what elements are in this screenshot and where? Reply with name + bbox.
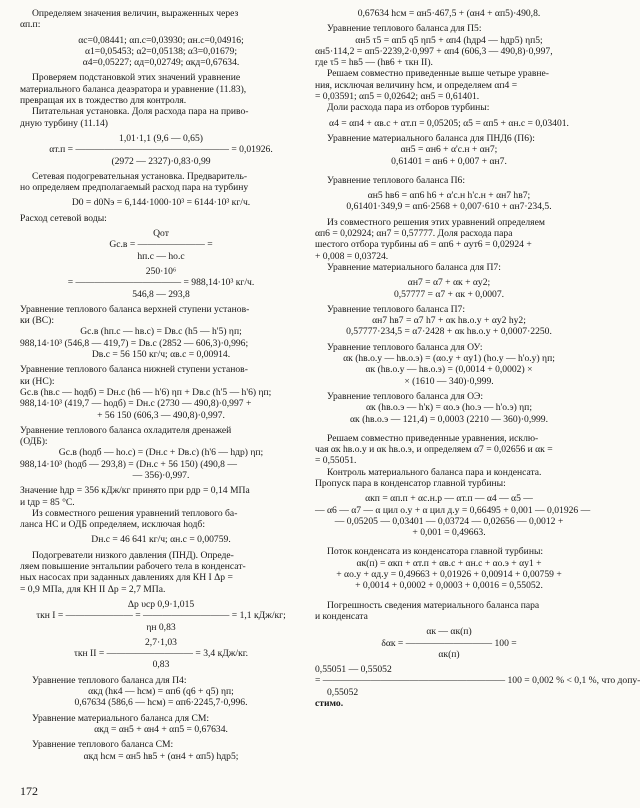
text-line: 0,57777·234,5 = α7·2428 + αк hв.о.у + 0,0007·2250. xyxy=(346,326,552,338)
text-line: 0,67634 (586,6 — hсм) = αп6·2245,7·0,996. xyxy=(74,697,248,709)
text-line: и конденсата xyxy=(315,610,368,622)
text-line: αк(п) = αкп + αт.п + αв.с + αн.с + αо.э + αу1 + xyxy=(356,557,542,569)
text-line: Доли расхода пара из отборов турбины: xyxy=(327,102,490,114)
text-line: Уравнение теплового баланса СМ: xyxy=(32,739,174,751)
text-line: αс=0,08441; αп.с=0,03930; αн.с=0,04916; xyxy=(78,34,244,46)
text-line: αкд = αн5 + αн4 + αп5 = 0,67634. xyxy=(94,723,228,735)
text-line: + 0,008 = 0,03724. xyxy=(315,250,389,262)
text-line: (ОДБ): xyxy=(20,436,48,448)
text-line: Gс.в = ——————— = xyxy=(109,239,213,251)
text-line: — 0,05205 — 0,03401 — 0,03724 — 0,02656 — 0,0012 + xyxy=(334,515,564,527)
text-line: Значение hдр = 356 кДж/кг принято при pдр = 0,14 МПа xyxy=(20,485,250,497)
text-line: × (1610 — 340)·0,999. xyxy=(404,375,494,387)
text-line: Уравнение теплового баланса нижней ступени установ- xyxy=(20,364,248,376)
text-line: 0,55052 xyxy=(327,686,359,698)
text-line: 1,01·1,1 (9,6 — 0,65) xyxy=(119,132,203,144)
text-line: Сетевая подогревательная установка. Предваритель- xyxy=(32,170,248,182)
text-line: αн5 = αн6 + α'с.н + αн7; xyxy=(400,144,498,156)
text-line: + 56 150 (606,3 — 490,8)·0,997. xyxy=(97,409,225,421)
text-line: Gс.в (hв.с — hодб) = Dн.с (h6 — h'6) ηп + Dв.с (h'5 — h'6) ηп; xyxy=(20,386,272,398)
text-line: Поток конденсата из конденсатора главной турбины: xyxy=(327,546,544,558)
text-line: 0,67634 hсм = αн5·467,5 + (αн4 + αп5)·490,8. xyxy=(357,8,541,19)
text-line: 546,8 — 293,8 xyxy=(132,288,190,300)
text-line: αн5·114,2 = αп5·2239,2·0,997 + αп4 (606,3 — 490,8)·0,997, xyxy=(315,45,553,57)
text-line: 0,55051 — 0,55052 xyxy=(315,664,392,676)
text-line: αп6 = 0,02924; αн7 = 0,57777. Доля расхода пара xyxy=(315,228,513,240)
text-line: τкн I = ——————— = ————————— = 1,1 кДж/кг; xyxy=(36,610,286,622)
text-line: — α6 — α7 — α цил о.у + α цил д.у = 0,66495 + 0,001 — 0,01926 — xyxy=(315,504,591,516)
text-line: 988,14·10³ (546,8 — 419,7) = Dв.с (2852 — 606,3)·0,996; xyxy=(20,337,249,349)
text-line: Подогреватели низкого давления (ПНД). Опреде- xyxy=(32,549,234,561)
text-line: Из совместного решения этих уравнений определяем xyxy=(327,216,545,228)
text-line: ния, исключая величину hсм, и определяем αп4 = xyxy=(315,79,518,91)
text-line: ηн 0,83 xyxy=(146,621,176,633)
text-line: αк (hв.о.у — hв.о.э) = (0,0014 + 0,0002) × xyxy=(365,364,533,376)
text-line: Из совместного решения уравнений теплового ба- xyxy=(32,507,238,519)
text-line: Уравнение теплового баланса П7: xyxy=(327,303,465,315)
text-line: α1=0,05453; α2=0,05138; α3=0,01679; xyxy=(84,45,238,57)
text-line: — 356)·0,997. xyxy=(132,469,190,481)
text-line: αкд hсм = αн5 hв5 + (αн4 + αп5) hдр5; xyxy=(83,750,239,762)
text-line: Gс.в (hп.с — hв.с) = Dв.с (h5 — h'5) ηп; xyxy=(80,326,242,338)
text-line: 988,14·10³ (419,7 — hодб) = Dн.с (2730 — 490,8)·0,997 + xyxy=(20,398,252,410)
text-line: Уравнение теплового баланса верхней ступени установ- xyxy=(20,303,250,315)
text-line: αк (hв.о.э — 121,4) = 0,0003 (2210 — 360)·0,999. xyxy=(349,413,549,425)
text-line: + 0,001 = 0,49663. xyxy=(412,527,486,539)
text-line: 988,14·10³ (hодб — 293,8) = (Dн.с + 56 150) (490,8 — xyxy=(20,458,237,470)
text-line: = ——————————————————— 100 = 0,002 % < 0,1 %, что допу- xyxy=(315,675,640,687)
text-line: Контроль материального баланса пара и конденсата. xyxy=(327,466,542,478)
text-line: = 0,03591; αп5 = 0,02642; αн5 = 0,61401. xyxy=(315,91,480,103)
text-line: Уравнение материального баланса для СМ: xyxy=(32,712,210,724)
text-line: и tдр = 85 °С. xyxy=(20,496,75,508)
text-line: αк (hв.о.э — h'к) = αо.э (hо.э — h'о.э) ηп; xyxy=(366,402,532,414)
left-column xyxy=(20,8,302,762)
text-line: дную турбину (11.14) xyxy=(20,117,109,129)
text-line: Уравнение материального баланса для ПНД6 (П6): xyxy=(327,132,535,144)
text-line: δαк = ————————— 100 = xyxy=(381,637,517,649)
text-line: α4 = αп4 + αв.с + αт.п = 0,05205; α5 = αп5 + αн.с = 0,03401. xyxy=(329,117,569,129)
text-line: но определяем предполагаемый расход пара на турбину xyxy=(20,182,249,194)
text-line: где τ5 = hв5 — (hв6 + τкн II). xyxy=(315,57,433,69)
text-line: hп.с — hо.с xyxy=(137,250,185,262)
text-line: αт.п = ———————————————— = 0,01926. xyxy=(49,144,273,156)
text-line: αкд (hк4 — hсм) = αп6 (q6 + q5) ηп; xyxy=(88,686,234,698)
text-line: Qот xyxy=(153,228,169,240)
text-line: Уравнение материального баланса для П7: xyxy=(327,261,501,273)
text-line: 2,7·1,03 xyxy=(145,636,177,648)
text-line: Расход сетевой воды: xyxy=(20,212,107,224)
text-line: Решаем совместно приведенные уравнения, исклю- xyxy=(327,432,539,444)
text-line: Dв.с = 56 150 кг/ч; αв.с = 0,00914. xyxy=(91,349,231,361)
text-line: 0,61401 = αн6 + 0,007 + αн7. xyxy=(391,155,507,167)
text-line: превращая их в тождество для контроля. xyxy=(20,95,187,107)
text-line: (2972 — 2327)·0,83·0,99 xyxy=(111,155,211,167)
right-column xyxy=(315,8,640,710)
text-line: Питательная установка. Доля расхода пара на приво- xyxy=(32,106,249,118)
text-line: 0,61401·349,9 = αп6·2568 + 0,007·610 + αн7·234,5. xyxy=(346,201,552,213)
text-line: αн5 τ5 = αп5 q5 ηп5 + αп4 (hдр4 — hдр5) ηп5; xyxy=(355,34,543,46)
text-line: 250·10⁶ xyxy=(145,265,177,277)
text-line: αн7 hв7 = α7 h7 + αк hв.о.у + αу2 hу2; xyxy=(372,315,526,327)
text-line: αк (hв.о.у — hв.о.э) = (αо.у + αу1) (hо.у — h'о.у) ηп; xyxy=(343,353,555,365)
text-line: ляем повышение энтальпии рабочего тела в конденсат- xyxy=(20,561,246,573)
text-line: τкн II = ————————— = 3,4 кДж/кг. xyxy=(74,648,248,660)
text-line: ки (ВС): xyxy=(20,315,55,327)
text-line: материального баланса деаэратора и уравнение (11.83), xyxy=(20,83,247,95)
text-line: αп.п: xyxy=(20,19,41,31)
text-line: = ——————————— = 988,14·10³ кг/ч. xyxy=(67,277,255,289)
text-line: αк(п) xyxy=(438,648,460,660)
text-line: Δp υср 0,9·1,015 xyxy=(127,598,195,610)
text-line: αкп = αп.п + αс.н.р — αт.п — α4 — α5 — xyxy=(365,493,533,505)
text-line: Определяем значения величин, выраженных через xyxy=(32,8,239,19)
page-number: 172 xyxy=(20,784,38,798)
text-line: αк — αк(п) xyxy=(426,626,472,638)
text-line: Dн.с = 46 641 кг/ч; αн.с = 0,00759. xyxy=(91,534,231,546)
text-line: = 0,55051. xyxy=(315,455,357,467)
text-line: ных насосах при заданных давлениях для КН I Δp = xyxy=(20,572,233,584)
text-line: Уравнение теплового баланса охладителя дренажей xyxy=(20,424,232,436)
text-line: αн5 hв6 = αп6 h6 + α'с.н h'с.н + αн7 hв7; xyxy=(367,190,531,202)
text-line: Gс.в (hодб — hо.с) = (Dн.с + Dв.с) (h'6 — hдр) ηп; xyxy=(58,447,264,459)
text-line: = 0,9 МПа, для КН II Δp = 2,7 МПа. xyxy=(20,583,166,595)
text-line: ки (НС): xyxy=(20,375,55,387)
text-line: ланса НС и ОДБ определяем, исключая hодб: xyxy=(20,519,205,531)
text-line: Погрешность сведения материального баланса пара xyxy=(327,599,540,611)
text-line: αн7 = α7 + αк + αу2; xyxy=(407,277,491,289)
text-line: Уравнение теплового баланса для ОЭ: xyxy=(327,390,484,402)
text-line: Уравнение теплового баланса для П5: xyxy=(327,23,482,35)
text-line: Уравнение теплового баланса П6: xyxy=(327,174,465,186)
text-line: Решаем совместно приведенные выше четыре уравне- xyxy=(327,68,549,80)
text-line: чая αк hв.о.у и αк hв.о.э, и определяем α7 = 0,02656 и αк = xyxy=(315,444,553,456)
text-line: 0,83 xyxy=(152,659,170,671)
text-line: Уравнение теплового баланса для ОУ: xyxy=(327,341,483,353)
text-line: Проверяем подстановкой этих значений уравнение xyxy=(32,72,241,84)
text-line: шестого отбора турбины α6 = αп6 + αут6 = 0,02924 + xyxy=(315,239,532,251)
text-line: Уравнение теплового баланса для П4: xyxy=(32,674,187,686)
text-line: Пропуск пара в конденсатор главной турбины: xyxy=(315,477,506,489)
text-line: α4=0,05227; αд=0,02749; αкд=0,67634. xyxy=(82,57,240,69)
text-line: + αо.у + αд.у = 0,49663 + 0,01926 + 0,00914 + 0,00759 + xyxy=(336,569,562,581)
text-line: 0,57777 = α7 + αк + 0,0007. xyxy=(393,288,505,300)
text-line: D0 = d0Nэ = 6,144·1000·10³ = 6144·10³ кг/ч. xyxy=(71,197,251,209)
text-line: стимо. xyxy=(315,698,344,710)
text-line: + 0,0014 + 0,0002 + 0,0003 + 0,0016 = 0,55052. xyxy=(355,580,543,592)
